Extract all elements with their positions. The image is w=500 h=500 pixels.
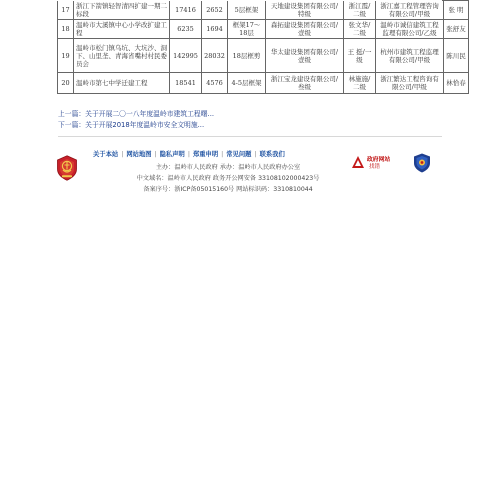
cell-amount: 4576 (202, 73, 228, 94)
footer-link-about[interactable]: 关于本站 (93, 151, 119, 158)
footer-icp: 备案序号：浙ICP备05015160号 网站标识码：3310810044 (143, 186, 313, 193)
cell-director: 张 明 (444, 1, 469, 20)
cell-amount: 2652 (202, 1, 228, 20)
cell-area: 18541 (170, 73, 202, 94)
cell-no: 19 (58, 39, 74, 73)
footer-link-disclaimer[interactable]: 郑重申明 (192, 151, 219, 158)
table-row (58, 20, 469, 39)
cell-area: 6235 (170, 20, 202, 39)
gov-site-logo-icon (351, 155, 365, 169)
cell-supervisor: 浙江嘉工程管理咨询有限公司/甲级 (376, 1, 444, 20)
cell-amount: 1694 (202, 20, 228, 39)
cell-project-name: 温岭市松门镇乌坑、大坑沙、洞下、山里垄、青海省嘴村村民委员会 (74, 39, 170, 73)
table-row (58, 1, 469, 20)
cell-manager: 张文华/二级 (344, 20, 376, 39)
gov-badge-subtitle: 找错 (369, 164, 381, 170)
cell-builder: 华太建设集团有限公司/壹级 (266, 39, 344, 73)
cell-project-name: 温岭市第七中学迁建工程 (74, 73, 170, 94)
divider (58, 136, 442, 137)
table-row (58, 39, 469, 73)
project-table (57, 0, 469, 94)
article-nav (58, 109, 214, 131)
cell-structure: 4-5层框架 (228, 73, 266, 94)
site-footer (0, 138, 500, 200)
footer-link-contact[interactable]: 联系我们 (259, 151, 285, 158)
footer-info (98, 162, 358, 195)
cell-manager: 林施施/二级 (344, 73, 376, 94)
cell-director: 陈川民 (444, 39, 469, 73)
footer-links: 关于本站 | 网站地图 | 隐私声明 | 郑重申明 | 常见问题 | 联系我们 (93, 151, 285, 158)
footer-link-faq[interactable]: 常见问题 (226, 151, 252, 158)
gov-site-error-report-badge[interactable] (351, 152, 397, 174)
cell-no: 17 (58, 1, 74, 20)
cell-builder: 森拓建设集团有限公司/壹级 (266, 20, 344, 39)
cell-area: 142995 (170, 39, 202, 73)
cell-structure: 18层框剪 (228, 39, 266, 73)
cell-amount: 28032 (202, 39, 228, 73)
cell-director: 林恰春 (444, 73, 469, 94)
project-table-container (57, 0, 466, 94)
cell-supervisor: 浙江繁达工程咨询有限公司/甲级 (376, 73, 444, 94)
cell-project-name: 浙江下箭镇轻智清四扩建一期二标段 (74, 1, 170, 20)
party-emblem-icon (56, 155, 78, 181)
cell-director: 张舒友 (444, 20, 469, 39)
footer-link-privacy[interactable]: 隐私声明 (159, 151, 185, 158)
cell-supervisor: 杭州市建筑工程监理有限公司/甲级 (376, 39, 444, 73)
table-row (58, 73, 469, 94)
cell-area: 17416 (170, 1, 202, 20)
cell-builder: 天地建设集团有限公司/特级 (266, 1, 344, 20)
footer-domain-record: 中文域名：温岭市人民政府 政务开公网安备 33108102000423号 (136, 175, 320, 182)
prev-article-link[interactable]: 上一篇：关于开展二〇一八年度温岭市建筑工程曙... (58, 110, 215, 118)
cell-no: 18 (58, 20, 74, 39)
cell-structure: 5层框架 (228, 1, 266, 20)
cell-builder: 浙江宝龙建设有限公司/叁级 (266, 73, 344, 94)
police-badge-icon[interactable] (413, 153, 431, 173)
footer-link-sitemap[interactable]: 网站地图 (126, 151, 152, 158)
cell-manager: 王 挺/一级 (344, 39, 376, 73)
footer-sponsor: 主办：温岭市人民政府 承办：温岭市人民政府办公室 (155, 164, 301, 171)
cell-supervisor: 温岭市诚信建筑工程监理有限公司/乙级 (376, 20, 444, 39)
cell-no: 20 (58, 73, 74, 94)
cell-structure: 框架17～18层 (228, 20, 266, 39)
next-article-link[interactable]: 下一篇：关于开展2018年度温岭市安全文明施... (58, 121, 205, 129)
cell-project-name: 温岭市大溪镇中心小学改扩建工程 (74, 20, 170, 39)
gov-badge-title: 政府网站 (367, 157, 391, 163)
cell-manager: 浙江霞/二级 (344, 1, 376, 20)
